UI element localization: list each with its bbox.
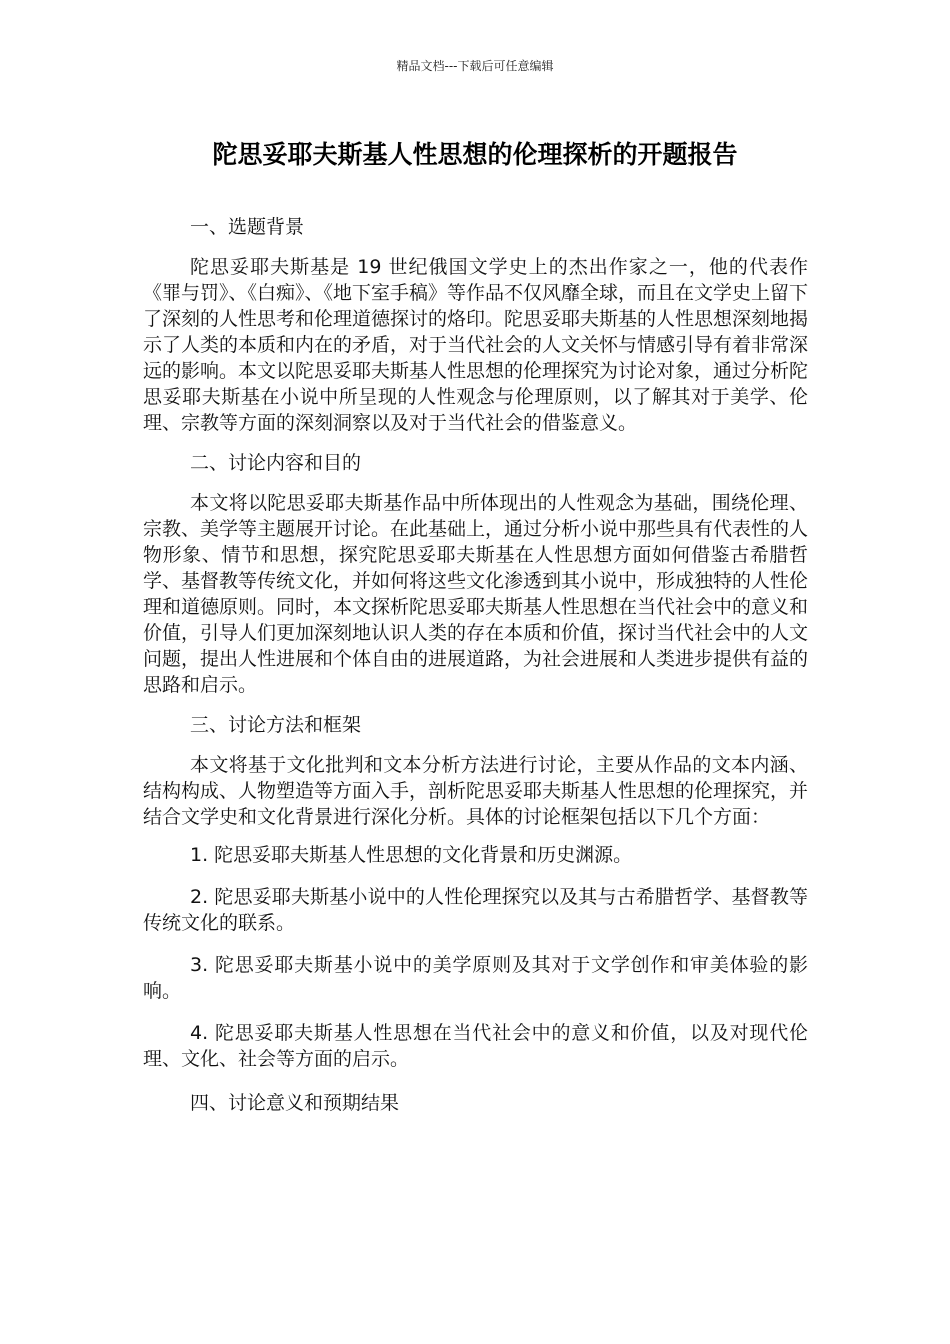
framework-item-4: 4. 陀思妥耶夫斯基人性思想在当代社会中的意义和价值，以及对现代伦理、文化、社会等方面的启示。	[143, 1022, 808, 1070]
document-title: 陀思妥耶夫斯基人性思想的伦理探析的开题报告	[212, 140, 738, 169]
section-heading-method: 三、讨论方法和框架	[190, 714, 362, 736]
framework-item-3: 3. 陀思妥耶夫斯基小说中的美学原则及其对于文学创作和审美体验的影响。	[143, 954, 808, 1002]
header-note: 精品文档---下载后可任意编辑	[396, 59, 554, 73]
section-heading-background: 一、选题背景	[190, 216, 305, 238]
section-paragraph-background: 陀思妥耶夫斯基是 19 世纪俄国文学史上的杰出作家之一，他的代表作《罪与罚》、《白痴》、《地下室手稿》等作品不仅风靡全球，而且在文学史上留下了深刻的人性思考和伦理道德探讨的烙印。陀思妥耶夫斯基的人性思想深刻地揭示了人类的本质和内在的矛盾，对于当代社会的人文关怀与情感引导有着非常深远的影响。本文以陀思妥耶夫斯基人性思想的伦理探究为讨论对象，通过分析陀思妥耶夫斯基在小说中所呈现的人性观念与伦理原则，以了解其对于美学、伦理、宗教等方面的深刻洞察以及对于当代社会的借鉴意义。	[143, 256, 809, 434]
document-body	[143, 212, 808, 1130]
section-heading-significance: 四、讨论意义和预期结果	[190, 1092, 400, 1114]
section-paragraph-content: 本文将以陀思妥耶夫斯基作品中所体现出的人性观念为基础，围绕伦理、宗教、美学等主题展开讨论。在此基础上，通过分析小说中那些具有代表性的人物形象、情节和思想，探究陀思妥耶夫斯基在人性思想方面如何借鉴古希腊哲学、基督教等传统文化，并如何将这些文化渗透到其小说中，形成独特的人性伦理和道德原则。同时，本文探析陀思妥耶夫斯基人性思想在当代社会中的意义和价值，引导人们更加深刻地认识人类的存在本质和价值，探讨当代社会中的人文问题，提出人性进展和个体自由的进展道路，为社会进展和人类进步提供有益的思路和启示。	[143, 492, 809, 696]
framework-item-1: 1. 陀思妥耶夫斯基人性思想的文化背景和历史渊源。	[190, 844, 633, 866]
framework-item-2: 2. 陀思妥耶夫斯基小说中的人性伦理探究以及其与古希腊哲学、基督教等传统文化的联系。	[143, 886, 808, 934]
section-heading-content: 二、讨论内容和目的	[190, 452, 362, 474]
section-paragraph-method: 本文将基于文化批判和文本分析方法进行讨论，主要从作品的文本内涵、结构构成、人物塑造等方面入手，剖析陀思妥耶夫斯基人性思想的伦理探究，并结合文学史和文化背景进行深化分析。具体的讨论框架包括以下几个方面：	[143, 754, 809, 828]
